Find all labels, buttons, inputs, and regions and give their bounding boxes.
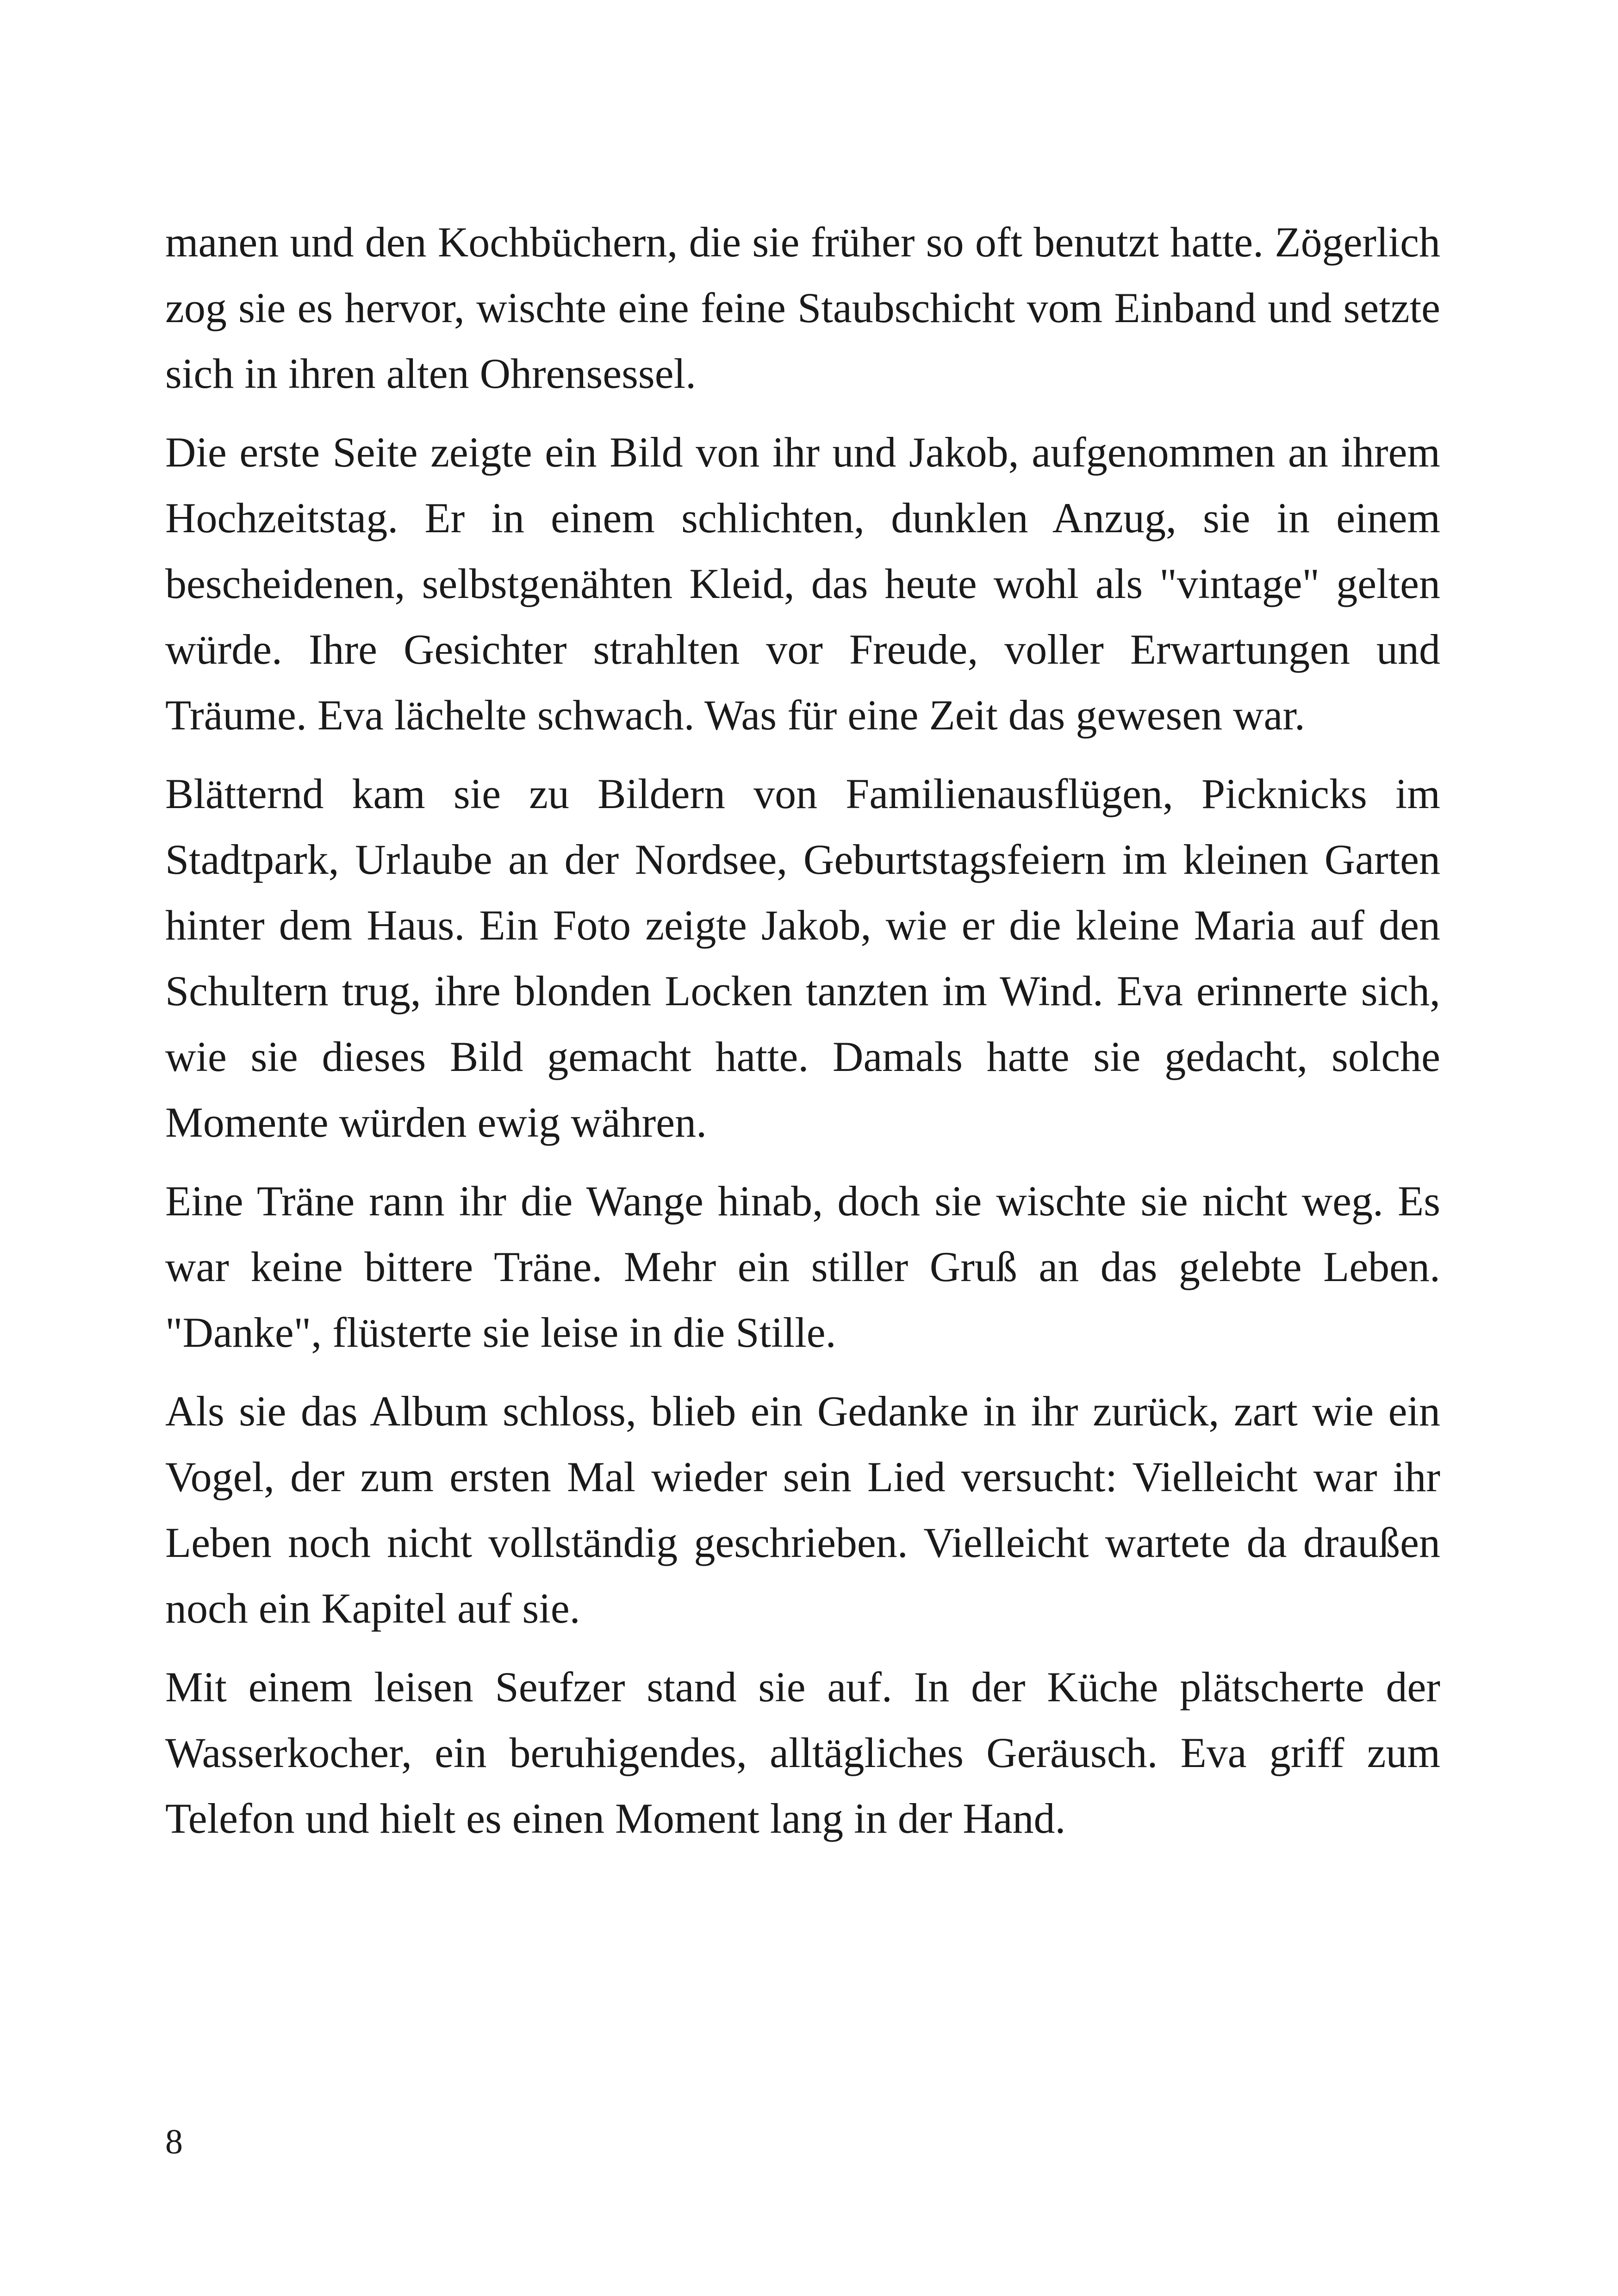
paragraph-5: Als sie das Album schloss, blieb ein Gedanke in ihr zurück, zart wie ein Vogel, der zum ersten Mal wieder sein Lied versucht: Vielleicht war ihr Leben noch nicht vollständig geschrieben. Vielleicht wartete da draußen noch ein Kapitel auf sie.	[165, 1388, 1440, 1632]
paragraph-4: Eine Träne rann ihr die Wange hinab, doch sie wischte sie nicht weg. Es war keine bittere Träne. Mehr ein stiller Gruß an das gelebte Leben. "Danke", flüsterte sie leise in die Stille.	[165, 1177, 1440, 1356]
page-number: 8	[165, 2122, 183, 2161]
paragraph-2: Die erste Seite zeigte ein Bild von ihr und Jakob, aufgenommen an ihrem Hochzeitstag. Er in einem schlichten, dunklen Anzug, sie in einem bescheidenen, selbstgenähten Kleid, das heute wohl als "vintage" gelten würde. Ihre Gesichter strahlten vor Freude, voller Erwartungen und Träume. Eva lächelte schwach. Was für eine Zeit das gewesen war.	[165, 429, 1440, 739]
paragraph-6: Mit einem leisen Seufzer stand sie auf. In der Küche plätscherte der Wasserkocher, ein beruhigendes, alltägliches Geräusch. Eva griff zum Telefon und hielt es einen Moment lang in der Hand.	[165, 1663, 1440, 1842]
body-text	[165, 209, 1440, 1864]
paragraph-3: Blätternd kam sie zu Bildern von Familienausflügen, Picknicks im Stadtpark, Urlaube an der Nordsee, Geburtstagsfeiern im kleinen Garten hinter dem Haus. Ein Foto zeigte Jakob, wie er die kleine Maria auf den Schultern trug, ihre blonden Locken tanzten im Wind. Eva erinnerte sich, wie sie dieses Bild gemacht hatte. Damals hatte sie gedacht, solche Momente würden ewig währen.	[165, 770, 1440, 1146]
paragraph-1: manen und den Kochbüchern, die sie früher so oft benutzt hatte. Zögerlich zog sie es hervor, wischte eine feine Staubschicht vom Einband und setzte sich in ihren alten Ohrensessel.	[165, 218, 1440, 397]
